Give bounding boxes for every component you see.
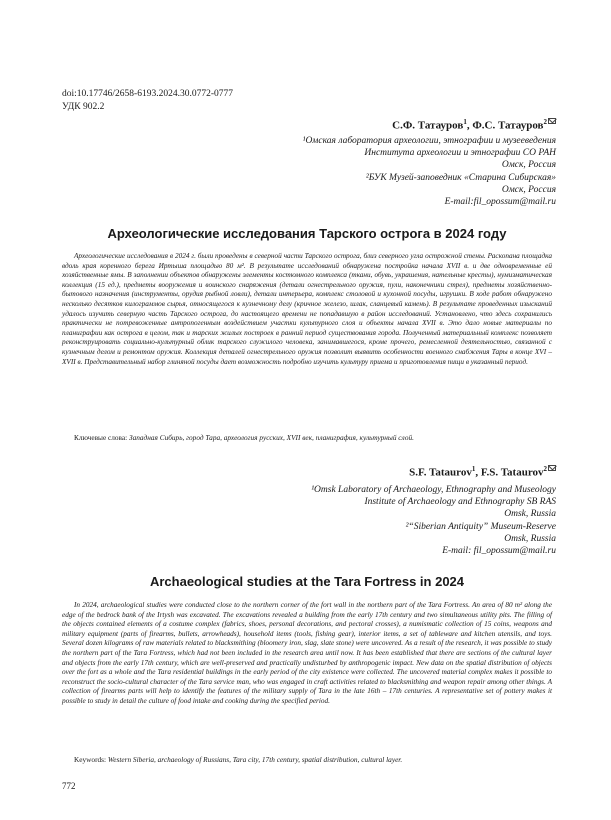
author-1-ru: С.Ф. Татауров bbox=[392, 119, 464, 132]
article-meta bbox=[62, 88, 233, 113]
author-2-en: F.S. Tataurov bbox=[480, 466, 544, 479]
page-number: 772 bbox=[62, 781, 76, 791]
envelope-icon bbox=[548, 465, 556, 471]
authors-en: S.F. Tataurov$^1$, F.S. Tataurov$^2$ bbox=[409, 465, 556, 479]
envelope-icon bbox=[548, 118, 556, 124]
email-en: E-mail: fil_opossum@mail.ru bbox=[442, 546, 556, 557]
title-en: Archaeological studies at the Tara Fortress in 2024 bbox=[149, 574, 465, 589]
keywords-en: Keywords: Western Siberia, archaeology of Russians, Tara city, 17th century, spatial distribution, cultural layer. bbox=[74, 755, 403, 764]
udk-code: УДК 902.2 bbox=[62, 101, 105, 112]
keywords-ru: Ключевые слова: Западная Сибирь, город Тара, археология русских, XVII век, планиграфия, культурный слой. bbox=[74, 433, 414, 442]
abstract-ru: Археологические исследования в 2024 г. были проведены в северной части Тарского острога, близ северного угла острожной стены. Раскопана площадка вдоль края коренного берега Иртыша площадью 80 м². В результате исследований обнаружена постройка начала XVII в. и две одновременные ей хозяйственные ямы. В заполнении объектов обнаружены элементы костюмного комплекса (ткани, обувь, украшения, нательные кресты), нумизматическая коллекция (15 ед.), предметы вооружения и воинского снаряжения (детали огнестрельного оружия, пули, наконечники стрел), предметы хозяйственно-бытового назначения (инструменты, орудия рыбной ловли), детали интерьера, комплекс столовой и кухонной посуды, игрушки. В ходе работ обнаружено несколько десятков килограммов сырья, относящегося к кузнечному делу (кричное железо, шлак, сланцевый камень). В результате проведенных изысканий удалось изучить северную часть Тарского острога, до настоящего времени не попадавшую в район исследований. Установлено, что здесь сохранились практически не потревоженные антропогенным воздействием участки культурного слоя и объекты начала XVII в. Это дало новые материалы по планиграфии как острога в целом, так и тарских жилых построек в ранний период существования города. Полученный материальный комплекс позволяет реконструировать социально-культурный облик тарского служилого человека, занимавшегося, кроме прочего, ремесленной деятельностью, связанной с кузнечным делом и ремонтом оружия. Коллекция деталей огнестрельного оружия позволит выявить особенности военного снабжения Тары в конце XVI – XVII в. Представительный набор глиняной посуды дает возможность подробно изучить культуру приема и приготовления пищи в указанный период. bbox=[62, 252, 552, 366]
abstract-en: In 2024, archaeological studies were conducted close to the northern corner of the fort wall in the northern part of the Tara Fortress. An area of 80 m² along the edge of the bedrock bank of the Irtysh was excavated. The excavations revealed a building from the early 17th century and two simultaneous utility pits. The filling of the objects contained elements of a costume complex (fabrics, shoes, personal decorations, and pectoral crosses), a numismatic collection of 15 coins, weapons and military equipment (parts of firearms, bullets, arrowheads), household items (tools, fishing gear), interior items, a set of tableware and kitchen utensils, and toys. Several dozen kilograms of raw materials related to blacksmithing (bloomery iron, slag, slate stone) were uncovered. As a result of the research, it was possible to study the northern part of the Tara Fortress, which had not been included in the research area until now. It has been established that there are sections of the cultural layer and objects from the early 17th century, which are well-preserved and practically undisturbed by anthropogenic impact. New data on the spatial distribution of objects over the fort as a whole and the Tara residential buildings in the early period of the city existence were collected. The uncovered material complex makes it possible to reconstruct the socio-cultural character of the Tara service man, who was engaged in craft activities related to blacksmithing and weapon repair among other things. A collection of firearms parts will help to identify the features of the military supply of Tara in the late 16th – 17th centuries. A representative set of pottery makes it possible to study in detail the culture of food intake and cooking during the specified period. bbox=[62, 601, 552, 705]
affiliations-ru: ¹Омская лаборатория археологии, этнографии и музееведения Института археологии и этнографии СО РАН Омск, Россия ²БУК Музей-заповедник «Старина Сибирская» Омск, Россия E-mail:fil_opossum@mail.ru bbox=[136, 135, 556, 208]
doi: doi:10.17746/2658-6193.2024.30.0772-0777 bbox=[62, 89, 233, 99]
author-2-ru: Ф.С. Татауров bbox=[472, 119, 544, 132]
author-1-en: S.F. Tataurov bbox=[409, 466, 472, 479]
authors-ru: С.Ф. Татауров$^1$, Ф.С. Татауров$^2$ bbox=[392, 118, 556, 132]
email-ru: E-mail:fil_opossum@mail.ru bbox=[444, 197, 556, 208]
affiliations-en: ¹Omsk Laboratory of Archaeology, Ethnography and Museology Institute of Archaeology and Ethnography SB RAS Omsk, Russia ²“Siberian Antiquity” Museum-Reserve Omsk, Russia E-mail: fil_opossum@mail.ru bbox=[136, 484, 556, 557]
title-ru: Археологические исследования Тарского острога в 2024 году bbox=[107, 226, 507, 241]
